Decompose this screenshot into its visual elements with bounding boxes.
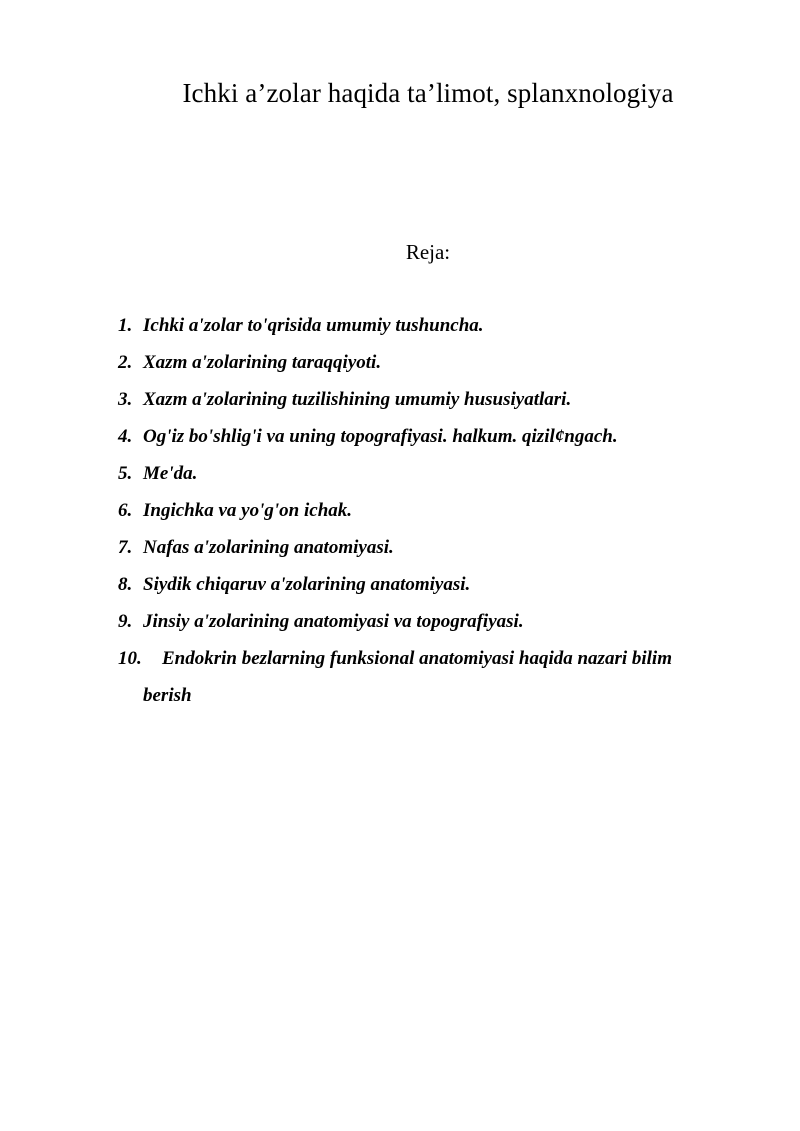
plan-item (118, 388, 758, 412)
plan-item-number: 10. (118, 648, 142, 669)
plan-item (118, 573, 758, 597)
plan-item (118, 351, 758, 375)
plan-item-text: Og'iz bo'shlig'i va uning topografiyasi. halkum. qizil¢ngach. (143, 426, 618, 447)
plan-item-number: 5. (118, 463, 133, 484)
plan-item-text: Me'da. (143, 463, 198, 484)
plan-item-number: 6. (118, 500, 133, 521)
plan-item-text: Jinsiy a'zolarining anatomiyasi va topografiyasi. (143, 611, 524, 632)
plan-item-text: Xazm a'zolarining tuzilishining umumiy hususiyatlari. (143, 389, 572, 410)
plan-item-number: 1. (118, 315, 133, 336)
plan-item (118, 536, 758, 560)
plan-item (118, 425, 758, 449)
plan-item-number: 3. (118, 389, 133, 410)
plan-item (118, 647, 758, 708)
plan-item-text: Ingichka va yo'g'on ichak. (143, 500, 353, 521)
plan-item-text: Xazm a'zolarining taraqqiyoti. (143, 352, 382, 373)
plan-item-number: 2. (118, 352, 133, 373)
plan-item-number: 8. (118, 574, 133, 595)
plan-item-text: Endokrin bezlarning funksional anatomiyasi haqida nazari bilim (162, 648, 672, 669)
plan-item-number: 7. (118, 537, 133, 558)
plan-item-number: 4. (118, 426, 133, 447)
plan-item-text: Ichki a'zolar to'qrisida umumiy tushuncha. (143, 315, 484, 336)
plan-item-number: 9. (118, 611, 133, 632)
plan-item-text: Siydik chiqaruv a'zolarining anatomiyasi. (143, 574, 471, 595)
plan-item-text: Nafas a'zolarining anatomiyasi. (143, 537, 394, 558)
plan-item-continuation: berish (143, 685, 192, 706)
plan-item (118, 610, 758, 634)
plan-item (118, 314, 758, 338)
plan-heading: Reja: (405, 240, 451, 264)
document-title: Ichki a’zolar haqida ta’limot, splanxnologiya (182, 78, 674, 108)
plan-list (118, 314, 758, 721)
plan-item (118, 462, 758, 486)
plan-item (118, 499, 758, 523)
